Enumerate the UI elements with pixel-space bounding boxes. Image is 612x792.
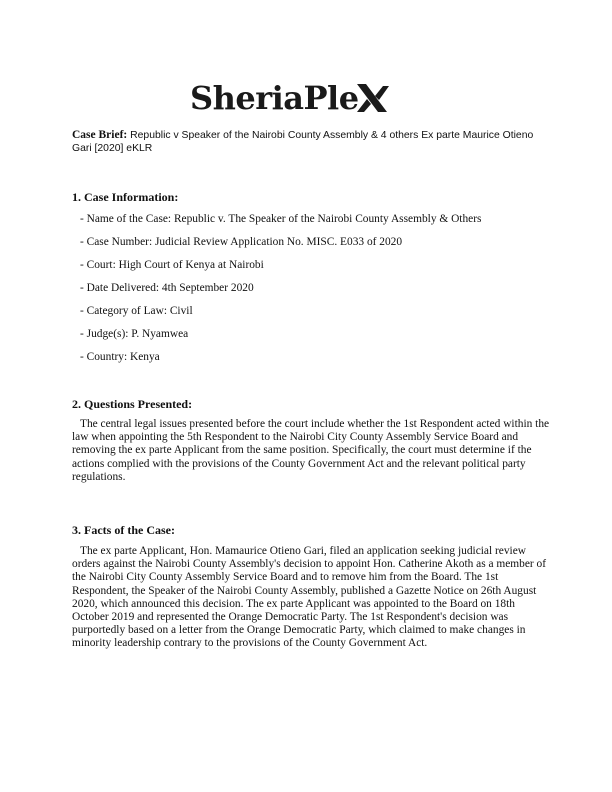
section-heading-case-information: 1. Case Information:	[72, 190, 179, 204]
section-heading-facts-of-the-case: 3. Facts of the Case:	[72, 523, 175, 537]
case-brief-title: Republic v Speaker of the Nairobi County Assembly & 4 others Ex parte Maurice Otieno Gari [2020] eKLR	[72, 130, 534, 154]
case-info-item: - Country: Kenya	[80, 351, 160, 363]
case-brief	[72, 129, 542, 155]
logo-text: SheriaPle	[190, 79, 359, 117]
questions-text: The central legal issues presented before the court include whether the 1st Respondent acted within the law when appointing the 5th Respondent to the Nairobi City County Assembly Service Board and removing the ex parte Applicant from the same position. Specifically, the court must determine if the actions complied with the provisions of the County Government Act and the relevant political party regulations.	[72, 418, 550, 483]
case-brief-label: Case Brief:	[72, 129, 128, 141]
case-info-item: - Judge(s): P. Nyamwea	[80, 328, 189, 340]
facts-text: The ex parte Applicant, Hon. Mamaurice Otieno Gari, filed an application seeking judicial review orders against the Nairobi County Assembly's decision to appoint Hon. Catherine Akoth as a member of the Nairobi City County Assembly Service Board and to remove him from the Board. The 1st Respondent, the Speaker of the Nairobi County Assembly, published a Gazette Notice on 26th August 2020, which announced this decision. The ex parte Applicant was appointed to the Board on 18th October 2019 and represented the Orange Democratic Party. The 1st Respondent's decision was purportedly based on a letter from the Orange Democratic Party, which claimed to make changes in minority leadership contrary to the provisions of the County Government Act.	[72, 545, 547, 650]
case-info-item: - Name of the Case: Republic v. The Speaker of the Nairobi County Assembly & Others	[80, 213, 482, 225]
sheriaplex-logo	[190, 78, 389, 118]
section-heading-questions-presented: 2. Questions Presented:	[72, 397, 193, 411]
case-info-item: - Category of Law: Civil	[80, 305, 193, 317]
questions-paragraph	[72, 418, 552, 484]
case-info-item: - Case Number: Judicial Review Application No. MISC. E033 of 2020	[80, 236, 403, 248]
facts-paragraph	[72, 545, 552, 651]
x-logo-mark-icon	[355, 80, 389, 116]
case-info-item: - Court: High Court of Kenya at Nairobi	[80, 259, 264, 271]
case-info-item: - Date Delivered: 4th September 2020	[80, 282, 254, 294]
